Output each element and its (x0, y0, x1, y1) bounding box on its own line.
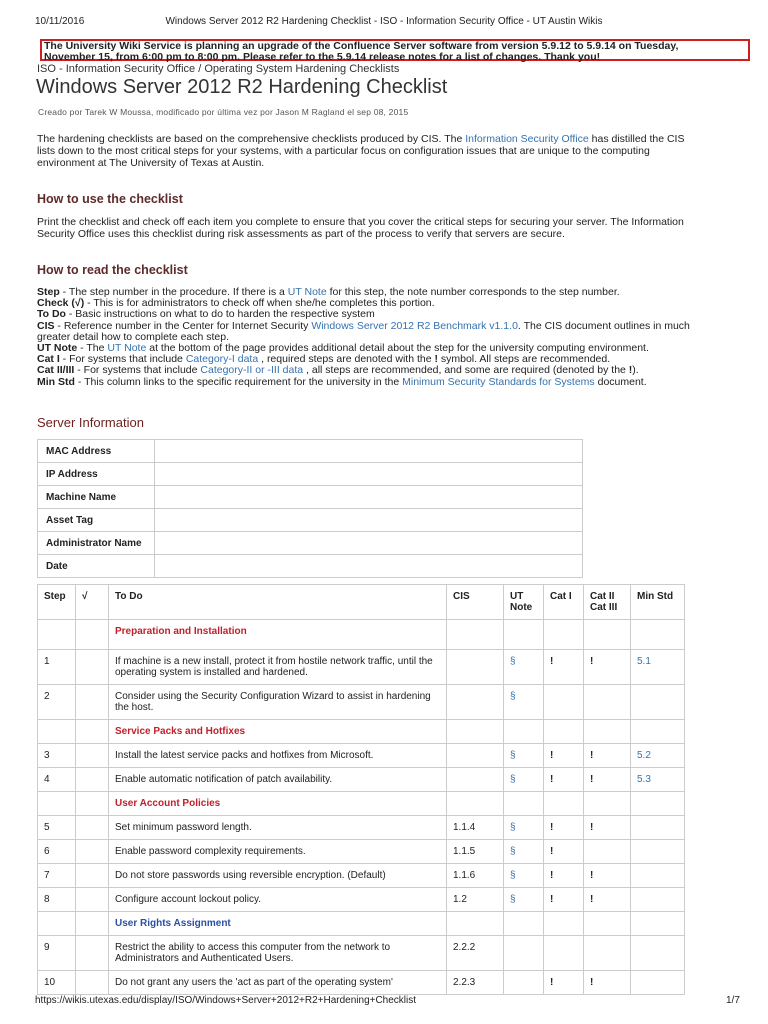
step-cis: 2.2.3 (447, 971, 504, 995)
breadcrumb-separator: / (198, 63, 202, 75)
steps-body (38, 620, 685, 995)
empty-cell (504, 912, 544, 936)
empty-cell (504, 720, 544, 744)
min-std-link[interactable] (631, 685, 685, 720)
step-number: 1 (38, 650, 76, 685)
col-check: √ (76, 585, 109, 620)
cat1-required (544, 685, 584, 720)
ut-note-link-2[interactable]: UT Note (107, 342, 147, 355)
table-row (38, 888, 685, 912)
cat1-required: ! (544, 971, 584, 995)
server-field-label: IP Address (38, 463, 155, 486)
cat2-required: ! (584, 971, 631, 995)
cat2-required: ! (584, 744, 631, 768)
group-row (38, 720, 685, 744)
step-number: 2 (38, 685, 76, 720)
step-todo: Install the latest service packs and hotfixes from Microsoft. (109, 744, 447, 768)
min-std-link[interactable] (631, 864, 685, 888)
banner-line-1: The University Wiki Service is planning an upgrade of the Confluence Server software from version 5.9.12 to 5.9.14 on Tuesday, (44, 40, 679, 52)
group-row (38, 912, 685, 936)
group-heading: Preparation and Installation (109, 620, 447, 650)
step-cis (447, 685, 504, 720)
cat1-required: ! (544, 744, 584, 768)
empty-cell (447, 792, 504, 816)
col-cat1: Cat I (544, 585, 584, 620)
def-todo: To Do - Basic instructions on what to do to harden the respective system (37, 308, 375, 321)
server-field-value[interactable] (155, 440, 583, 463)
def-step: Step - The step number in the procedure. If there is a UT Note for this step, the note number corresponds to the step number. (37, 286, 620, 298)
category-2-3-link[interactable]: Category-II or -III data (200, 364, 304, 377)
table-row (38, 840, 685, 864)
empty-cell (544, 792, 584, 816)
server-field-value[interactable] (155, 463, 583, 486)
server-field-label: Date (38, 555, 155, 578)
empty-cell (544, 912, 584, 936)
ut-note-link[interactable]: § (504, 816, 544, 840)
category-1-link[interactable]: Category-I data (185, 353, 259, 366)
step-number: 4 (38, 768, 76, 792)
empty-cell (76, 912, 109, 936)
empty-cell (584, 720, 631, 744)
print-date: 10/11/2016 (35, 16, 85, 27)
empty-cell (447, 720, 504, 744)
use-checklist-text: Print the checklist and check off each item you complete to ensure that you cover the critical steps for securing your server. The Information Security Office uses this checklist during risk assessments as part of the process to verify that servers are secure. (37, 216, 684, 240)
step-cis: 1.1.4 (447, 816, 504, 840)
page-title: Windows Server 2012 R2 Hardening Checklist (36, 76, 448, 98)
breadcrumb-iso-link[interactable]: ISO - Information Security Office (37, 63, 196, 75)
cat2-required: ! (584, 650, 631, 685)
check-cell[interactable] (76, 864, 109, 888)
check-cell[interactable] (76, 971, 109, 995)
cat2-required: ! (584, 768, 631, 792)
ut-note-link[interactable] (504, 971, 544, 995)
empty-cell (584, 620, 631, 650)
empty-cell (631, 620, 685, 650)
step-todo: Consider using the Security Configuration Wizard to assist in hardening the host. (109, 685, 447, 720)
intro-text-a: The hardening checklists are based on the comprehensive checklists produced by CIS. The (37, 133, 466, 145)
col-step: Step (38, 585, 76, 620)
empty-cell (447, 912, 504, 936)
cat2-required: ! (584, 888, 631, 912)
page-metadata: Creado por Tarek W Moussa, modificado por última vez por Jason M Ragland el sep 08, 2015 (38, 107, 409, 117)
col-ut-note: UT Note (504, 585, 544, 620)
empty-cell (631, 720, 685, 744)
ut-note-link[interactable] (504, 936, 544, 971)
ut-note-link[interactable]: UT Note (287, 286, 327, 298)
def-cat2: Cat II/III - For systems that include Category-II or -III data , all steps are recommended, and some are required (denoted by the !). (37, 364, 639, 377)
step-cis: 1.1.5 (447, 840, 504, 864)
step-number: 6 (38, 840, 76, 864)
group-heading: User Account Policies (109, 792, 447, 816)
server-row (38, 555, 583, 578)
ut-note-link[interactable]: § (504, 888, 544, 912)
check-cell[interactable] (76, 840, 109, 864)
cat1-required: ! (544, 768, 584, 792)
ut-note-link[interactable]: § (504, 650, 544, 685)
min-std-link[interactable] (631, 816, 685, 840)
ut-note-link[interactable]: § (504, 864, 544, 888)
server-info-table (37, 439, 583, 578)
empty-cell (544, 620, 584, 650)
check-cell[interactable] (76, 768, 109, 792)
intro-paragraph (37, 133, 687, 169)
server-field-value[interactable] (155, 486, 583, 509)
cis-benchmark-link[interactable]: Windows Server 2012 R2 Benchmark v1.1.0 (311, 319, 518, 332)
empty-cell (38, 620, 76, 650)
col-todo: To Do (109, 585, 447, 620)
banner-line-2: November 15, from 6:00 pm to 8:00 pm. Please refer to the 5.9.14 release notes for a list of changes. Thank you! (44, 51, 601, 63)
ut-note-link[interactable]: § (504, 744, 544, 768)
table-row (38, 685, 685, 720)
def-min-std: Min Std - This column links to the specific requirement for the university in the Minimum Security Standards for Systems document. (37, 375, 647, 388)
group-row (38, 620, 685, 650)
def-check: Check (√) - This is for administrators to check off when she/he completes this portion. (37, 297, 435, 310)
server-field-value[interactable] (155, 532, 583, 555)
empty-cell (447, 620, 504, 650)
print-header-title: Windows Server 2012 R2 Hardening Checklist - ISO - Information Security Office - UT Austin Wikis (165, 16, 603, 27)
empty-cell (631, 792, 685, 816)
server-row (38, 509, 583, 532)
server-field-label: Asset Tag (38, 509, 155, 532)
step-number: 10 (38, 971, 76, 995)
table-row (38, 971, 685, 995)
col-cat2-3: Cat II Cat III (584, 585, 631, 620)
server-row (38, 532, 583, 555)
step-cis: 2.2.2 (447, 936, 504, 971)
check-cell[interactable] (76, 744, 109, 768)
step-number: 9 (38, 936, 76, 971)
check-cell[interactable] (76, 936, 109, 971)
step-todo: Set minimum password length. (109, 816, 447, 840)
step-todo: Configure account lockout policy. (109, 888, 447, 912)
empty-cell (504, 620, 544, 650)
min-security-standards-link[interactable]: Minimum Security Standards for Systems (402, 375, 595, 388)
group-row (38, 792, 685, 816)
server-field-value[interactable] (155, 509, 583, 532)
check-cell[interactable] (76, 816, 109, 840)
empty-cell (76, 792, 109, 816)
table-row (38, 864, 685, 888)
table-row (38, 650, 685, 685)
use-checklist-heading: How to use the checklist (37, 192, 183, 206)
empty-cell (631, 912, 685, 936)
table-row (38, 744, 685, 768)
group-heading: Service Packs and Hotfixes (109, 720, 447, 744)
definitions-list (37, 287, 697, 388)
server-field-label: MAC Address (38, 440, 155, 463)
step-todo: Enable password complexity requirements. (109, 840, 447, 864)
empty-cell (38, 912, 76, 936)
table-row (38, 936, 685, 971)
cat1-required: ! (544, 888, 584, 912)
server-row (38, 440, 583, 463)
table-row (38, 816, 685, 840)
cat1-required: ! (544, 816, 584, 840)
min-std-link[interactable]: 5.1 (631, 650, 685, 685)
step-todo: Do not store passwords using reversible encryption. (Default) (109, 864, 447, 888)
def-ut-note: UT Note - The UT Note at the bottom of the page provides additional detail about the step for the university computing environment. (37, 342, 649, 355)
server-field-value[interactable] (155, 555, 583, 578)
ut-note-link[interactable]: § (504, 768, 544, 792)
step-todo: Enable automatic notification of patch availability. (109, 768, 447, 792)
intro-text-b: has distilled the CIS lists down to the most critical steps for your systems, with a particular focus on configuration issues that are unique to the computing environment at The University of Texas at Austin. (37, 133, 685, 169)
step-number: 5 (38, 816, 76, 840)
min-std-link[interactable]: 5.3 (631, 768, 685, 792)
min-std-link[interactable]: 5.2 (631, 744, 685, 768)
empty-cell (38, 792, 76, 816)
breadcrumb-os-checklists-link[interactable]: Operating System Hardening Checklists (204, 63, 400, 75)
min-std-link[interactable] (631, 936, 685, 971)
min-std-link[interactable] (631, 888, 685, 912)
step-cis (447, 744, 504, 768)
print-page-number: 1/7 (726, 995, 740, 1006)
cat1-required: ! (544, 650, 584, 685)
def-cat1: Cat I - For systems that include Category-I data , required steps are denoted with the ! symbol. All steps are recommended. (37, 353, 611, 366)
cat2-required (584, 936, 631, 971)
server-info-heading: Server Information (37, 415, 144, 430)
step-todo: Do not grant any users the 'act as part of the operating system' (109, 971, 447, 995)
check-cell[interactable] (76, 888, 109, 912)
step-todo: Restrict the ability to access this computer from the network to Administrators and Authenticated Users. (109, 936, 447, 971)
step-cis (447, 650, 504, 685)
step-todo: If machine is a new install, protect it from hostile network traffic, until the operating system is installed and hardened. (109, 650, 447, 685)
def-cis: CIS - Reference number in the Center for Internet Security Windows Server 2012 R2 Benchmark v1.1.0. The CIS document outlines in much greater detail how to complete each step. (37, 319, 690, 343)
cat2-required (584, 840, 631, 864)
empty-cell (504, 792, 544, 816)
server-field-label: Machine Name (38, 486, 155, 509)
cat1-required: ! (544, 840, 584, 864)
empty-cell (584, 792, 631, 816)
breadcrumb (37, 63, 399, 75)
empty-cell (38, 720, 76, 744)
empty-cell (76, 620, 109, 650)
step-number: 8 (38, 888, 76, 912)
table-header-row (38, 585, 685, 620)
server-row (38, 486, 583, 509)
step-cis: 1.1.6 (447, 864, 504, 888)
table-row (38, 768, 685, 792)
read-checklist-heading: How to read the checklist (37, 263, 188, 277)
col-cis: CIS (447, 585, 504, 620)
empty-cell (584, 912, 631, 936)
cat2-required (584, 685, 631, 720)
ut-note-link[interactable]: § (504, 685, 544, 720)
empty-cell (544, 720, 584, 744)
step-cis: 1.2 (447, 888, 504, 912)
ut-note-link[interactable]: § (504, 840, 544, 864)
cat1-required (544, 936, 584, 971)
print-footer-url: https://wikis.utexas.edu/display/ISO/Windows+Server+2012+R2+Hardening+Checklist (35, 995, 417, 1006)
col-min-std: Min Std (631, 585, 685, 620)
step-number: 7 (38, 864, 76, 888)
group-heading: User Rights Assignment (109, 912, 447, 936)
hardening-steps-table (37, 584, 685, 995)
iso-link[interactable]: Information Security Office (465, 133, 589, 145)
cat2-required: ! (584, 864, 631, 888)
maintenance-banner (40, 39, 750, 61)
min-std-link[interactable] (631, 840, 685, 864)
step-number: 3 (38, 744, 76, 768)
cat2-required: ! (584, 816, 631, 840)
check-cell[interactable] (76, 650, 109, 685)
check-cell[interactable] (76, 685, 109, 720)
server-row (38, 463, 583, 486)
empty-cell (76, 720, 109, 744)
step-cis (447, 768, 504, 792)
min-std-link[interactable] (631, 971, 685, 995)
server-field-label: Administrator Name (38, 532, 155, 555)
cat1-required: ! (544, 864, 584, 888)
